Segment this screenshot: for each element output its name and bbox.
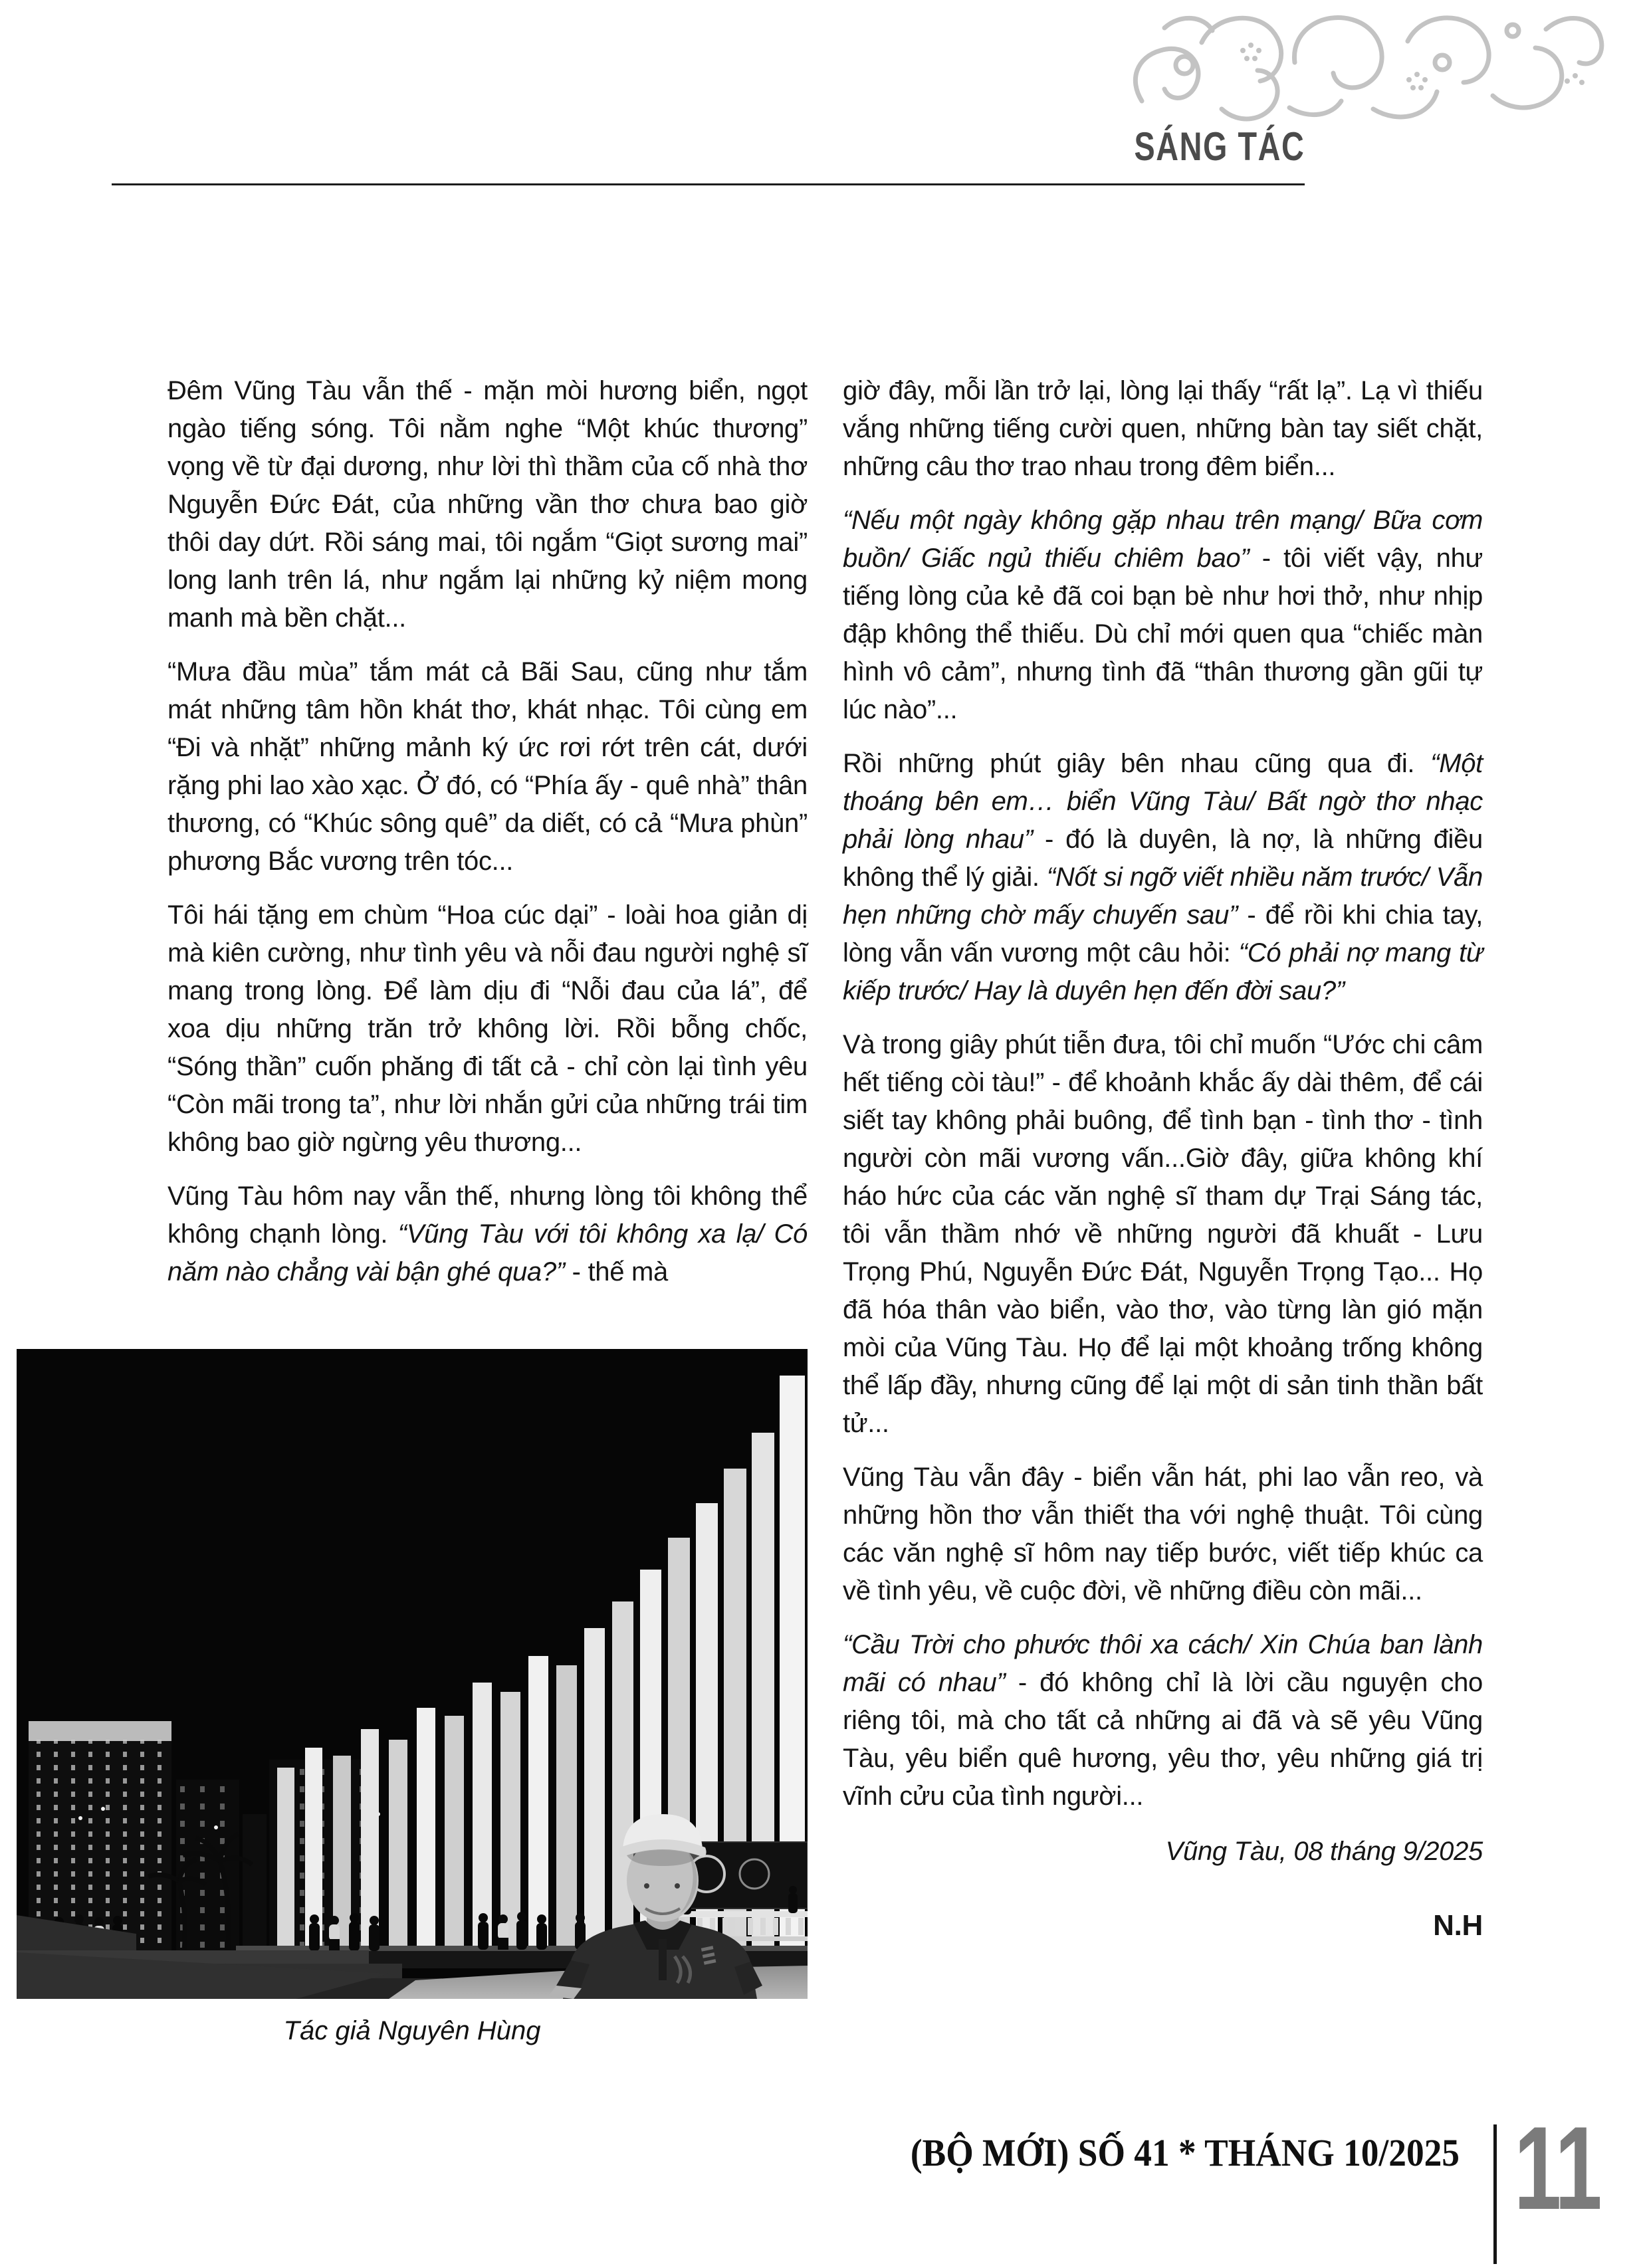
article-right-column xyxy=(843,372,1483,1944)
author-photo xyxy=(17,1349,808,2046)
paragraph: Tôi hái tặng em chùm “Hoa cúc dại” - loài hoa giản dị mà kiên cường, như tình yêu và nỗi đau người nghệ sĩ mang trong lòng. Để làm dịu đi “Nỗi đau của lá”, để xoa dịu những trăn trở không lời. Rồi bỗng chốc, “Sóng thần” cuốn phăng đi tất cả - chỉ còn lại tình yêu “Còn mãi trong ta”, như lời nhắn gửi của những trái tim không bao giờ ngừng yêu thương... xyxy=(167,900,808,1157)
paragraph: Đêm Vũng Tàu vẫn thế - mặn mòi hương biển, ngọt ngào tiếng sóng. Tôi nằm nghe “Một khúc thương” vọng về từ đại dương, như lời thì thầm của cố nhà thơ Nguyễn Đức Đát, của những vần thơ chưa bao giờ thôi day dứt. Rồi sáng mai, tôi ngắm “Giọt sương mai” long lanh trên lá, như ngắm lại những kỷ niệm mong manh mà bền chặt... xyxy=(167,376,808,633)
page-footer xyxy=(0,2102,1641,2268)
article-left-column xyxy=(167,372,808,1307)
author-signature: N.H xyxy=(1433,1909,1483,1942)
issue-info: (BỘ MỚI) SỐ 41 * THÁNG 10/2025 xyxy=(910,2131,1460,2174)
section-title: SÁNG TÁC xyxy=(1134,124,1305,169)
paragraph: Vũng Tàu hôm nay vẫn thế, nhưng lòng tôi không thể không chạnh lòng. “Vũng Tàu với tôi không xa lạ/ Có năm nào chẳng vài bận ghé qua?” - thế mà xyxy=(167,1182,808,1287)
right-column-paragraphs xyxy=(843,372,1483,1815)
paragraph: Rồi những phút giây bên nhau cũng qua đi. “Một thoáng bên em… biển Vũng Tàu/ Bất ngờ thơ nhạc phải lòng nhau” - đó là duyên, là nợ, là những điều không thể lý giải. “Nốt si ngỡ viết nhiều năm trước/ Vẫn hẹn những chờ mấy chuyến sau” - để rồi khi chia tay, lòng vẫn vấn vương một câu hỏi: “Có phải nợ mang từ kiếp trước/ Hay là duyên hẹn đến đời sau?” xyxy=(843,749,1483,1005)
paragraph: Và trong giây phút tiễn đưa, tôi chỉ muốn “Ước chi câm hết tiếng còi tàu!” - để khoảnh khắc ấy dài thêm, để cái siết tay không phải buông, để tình bạn - tình thơ - tình người còn mãi vương vấn...Giờ đây, giữa không khí háo hức của các văn nghệ sĩ tham dự Trại Sáng tác, tôi vẫn thầm nhớ về những người đã khuất - Lưu Trọng Phú, Nguyễn Đức Đát, Nguyễn Trọng Tạo... Họ đã hóa thân vào biển, vào thơ, vào từng làn gió mặn mòi của Vũng Tàu. Họ để lại một khoảng trống không thể lấp đầy, nhưng cũng để lại một di sản tinh thần bất tử... xyxy=(843,1030,1483,1438)
photo-caption: Tác giả Nguyên Hùng xyxy=(283,2016,541,2045)
dateline: Vũng Tàu, 08 tháng 9/2025 xyxy=(1165,1837,1483,1866)
footer-divider xyxy=(1493,2124,1497,2264)
header-rule xyxy=(112,183,1305,185)
paragraph: “Mưa đầu mùa” tắm mát cả Bãi Sau, cũng như tắm mát những tâm hồn khát thơ, khát nhạc. Tôi cùng em “Đi và nhặt” những mảnh ký ức rơi rớt trên cát, dưới rặng phi lao xào xạc. Ở đó, có “Phía ấy - quê nhà” thân thương, có “Khúc sông quê” da diết, có cả “Mưa phùn” phương Bắc vương trên tóc... xyxy=(167,657,808,876)
paragraph: Vũng Tàu vẫn đây - biển vẫn hát, phi lao vẫn reo, và những hồn thơ vẫn thiết tha với nghệ thuật. Tôi cùng các văn nghệ sĩ hôm nay tiếp bước, viết tiếp khúc ca về tình yêu, về cuộc đời, về những điều còn mãi... xyxy=(843,1463,1483,1605)
author-photo-image xyxy=(17,1349,808,1999)
paragraph: giờ đây, mỗi lần trở lại, lòng lại thấy “rất lạ”. Lạ vì thiếu vắng những tiếng cười quen, những bàn tay siết chặt, những câu thơ trao nhau trong đêm biển... xyxy=(843,376,1483,481)
paragraph: “Cầu Trời cho phước thôi xa cách/ Xin Chúa ban lành mãi có nhau” - đó không chỉ là lời cầu nguyện cho riêng tôi, mà cho tất cả những ai đã và sẽ yêu Vũng Tàu, yêu biển quê hương, yêu thơ, yêu những giá trị vĩnh cửu của tình người... xyxy=(843,1630,1483,1811)
floral-ornament-icon xyxy=(1123,1,1610,129)
page-number: 11 xyxy=(1514,2102,1600,2234)
paragraph: “Nếu một ngày không gặp nhau trên mạng/ Bữa cơm buồn/ Giấc ngủ thiếu chiêm bao” - tôi viết vậy, như tiếng lòng của kẻ đã coi bạn bè như hơi thở, như nhịp đập không thể thiếu. Dù chỉ mới quen qua “chiếc màn hình vô cảm”, nhưng tình đã “thân thương gần gũi tự lúc nào”... xyxy=(843,506,1483,724)
ornament-graphic xyxy=(1123,1,1610,129)
